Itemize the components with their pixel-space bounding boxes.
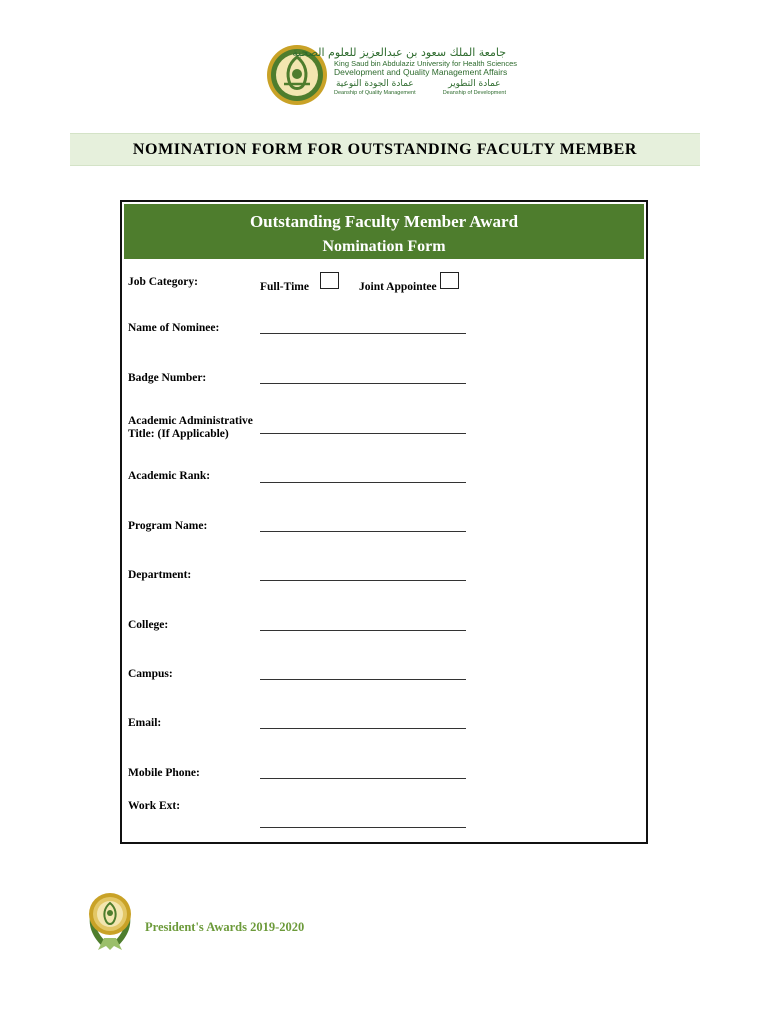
full-time-label: Full-Time <box>260 281 309 293</box>
badge-number-input[interactable] <box>260 383 466 384</box>
field-label-email: Email: <box>128 717 162 729</box>
job-category-label: Job Category: <box>128 276 198 288</box>
deanship-development-english: Deanship of Development <box>442 90 506 96</box>
form-heading-award: Outstanding Faculty Member Award <box>249 212 519 231</box>
page-title: NOMINATION FORM FOR OUTSTANDING FACULTY MEMBER <box>132 140 638 158</box>
field-label-campus: Campus: <box>128 668 173 680</box>
field-label-academic-administrative-title: Academic Administrative Title: (If Applicable) <box>128 415 253 440</box>
field-label-mobile-phone: Mobile Phone: <box>128 767 200 779</box>
mobile-phone-input[interactable] <box>260 778 466 779</box>
field-label-work-ext: Work Ext: <box>128 800 181 812</box>
college-input[interactable] <box>260 630 466 631</box>
deanship-development <box>443 79 506 97</box>
field-label-program-name: Program Name: <box>128 520 208 532</box>
academic-administrative-title-input[interactable] <box>260 433 466 434</box>
form-header <box>124 204 644 259</box>
university-name-arabic: جامعة الملك سعود بن عبدالعزيز للعلوم الصحية <box>292 46 506 59</box>
award-seal-icon <box>84 890 136 950</box>
full-time-checkbox[interactable] <box>320 272 339 289</box>
work-ext-input[interactable] <box>260 827 466 828</box>
email-input[interactable] <box>260 728 466 729</box>
campus-input[interactable] <box>260 679 466 680</box>
affairs-name: Development and Quality Management Affairs <box>334 67 508 77</box>
nomination-form <box>120 200 648 844</box>
deanship-quality-english: Deanship of Quality Management <box>334 90 416 96</box>
university-name-english: King Saud bin Abdulaziz University for Health Sciences <box>334 59 518 68</box>
field-label-badge-number: Badge Number: <box>128 372 207 384</box>
page-title-band <box>70 133 700 166</box>
field-label-college: College: <box>128 619 169 631</box>
deanship-quality-arabic: عمادة الجودة النوعية <box>335 79 414 89</box>
deanship-development-arabic: عمادة التطوير <box>448 79 501 89</box>
field-label-academic-rank: Academic Rank: <box>128 470 211 482</box>
academic-rank-input[interactable] <box>260 482 466 483</box>
footer-awards-text: President's Awards 2019-2020 <box>145 920 305 934</box>
deanship-quality <box>334 79 416 97</box>
university-logo <box>266 44 518 106</box>
program-name-input[interactable] <box>260 531 466 532</box>
department-input[interactable] <box>260 580 466 581</box>
joint-appointee-checkbox[interactable] <box>440 272 459 289</box>
field-label-name-of-nominee: Name of Nominee: <box>128 322 220 334</box>
joint-appointee-label: Joint Appointee <box>359 281 437 293</box>
name-of-nominee-input[interactable] <box>260 333 466 334</box>
field-label-department: Department: <box>128 569 192 581</box>
form-heading-title: Nomination Form <box>322 238 446 255</box>
